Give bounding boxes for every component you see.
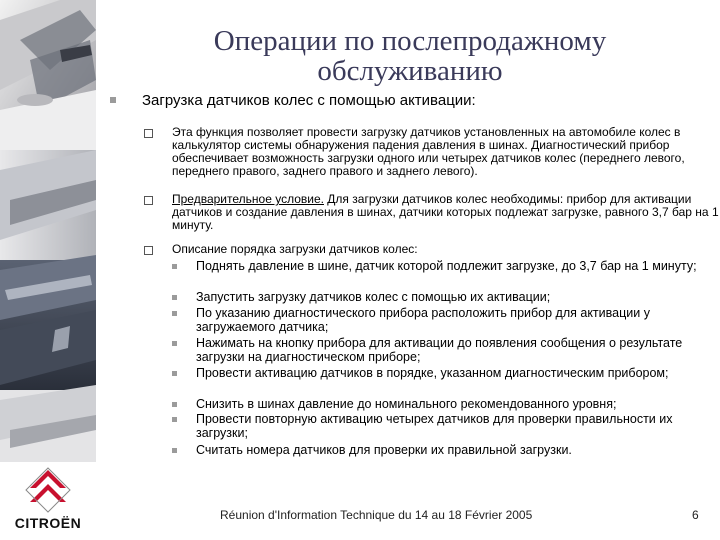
square-bullet-icon	[172, 295, 177, 300]
square-bullet-icon	[172, 311, 177, 316]
step-text: По указанию диагностического прибора расположить прибор для активации у загружаемого датчика;	[196, 306, 650, 334]
checkbox-bullet-icon	[144, 246, 153, 255]
precondition-lead: Предварительное условие.	[172, 192, 324, 206]
step-text: Запустить загрузку датчиков колес с помощью их активации;	[196, 290, 551, 304]
car-photo-strip	[0, 0, 96, 540]
main-bullet-text: Загрузка датчиков колес с помощью активации:	[142, 92, 476, 109]
checkbox-bullet-icon	[144, 196, 153, 205]
square-bullet-icon	[172, 417, 177, 422]
step-text: Снизить в шинах давление до номинального рекомендованного уровня;	[196, 397, 617, 411]
checkbox-bullet-icon	[144, 129, 153, 138]
title-line-2: обслуживанию	[317, 55, 503, 87]
precondition-text: Для загрузки датчиков колес необходимы: прибор для активации датчиков и создание давления в шинах, датчики которых подлежат загрузке, равного 3,7 бар на 1 минуту.	[172, 192, 719, 232]
step-text: Провести повторную активацию четырех датчиков для проверки правильности их загрузки;	[196, 412, 673, 440]
brand-wordmark: CITROËN	[14, 515, 82, 531]
square-bullet-icon	[172, 341, 177, 346]
square-bullet-icon	[172, 371, 177, 376]
page-title	[120, 26, 700, 86]
page-number: 6	[692, 508, 699, 522]
step-text: Провести активацию датчиков в порядке, указанном диагностическим прибором;	[196, 366, 669, 380]
sub-item-text: Описание порядка загрузки датчиков колес:	[172, 242, 418, 256]
step-text: Нажимать на кнопку прибора для активации до появления сообщения о результате загрузки на диагностическом приборе;	[196, 336, 683, 364]
square-bullet-icon	[172, 264, 177, 269]
square-bullet-icon	[110, 97, 116, 103]
footer-text: Réunion d'Information Technique du 14 au 18 Février 2005	[220, 508, 533, 522]
title-line-1: Операции по послепродажному	[213, 25, 607, 57]
square-bullet-icon	[172, 448, 177, 453]
square-bullet-icon	[172, 402, 177, 407]
sub-item-text: Эта функция позволяет провести загрузку датчиков установленных на автомобиле колес в калькулятор системы обнаружения падения давления в шинах. Диагностический прибор обеспечивает возможность загрузки одного или четырех датчиков колес (переднего левого, переднего правого, заднего правого и заднего левого).	[172, 125, 685, 178]
car-photo-illustration	[0, 0, 96, 540]
sub-item-text	[172, 193, 720, 232]
step-text: Поднять давление в шине, датчик которой подлежит загрузке, до 3,7 бар на 1 минуту;	[196, 259, 697, 273]
step-text: Считать номера датчиков для проверки их правильной загрузки.	[196, 443, 572, 457]
double-chevron-icon	[0, 462, 96, 518]
